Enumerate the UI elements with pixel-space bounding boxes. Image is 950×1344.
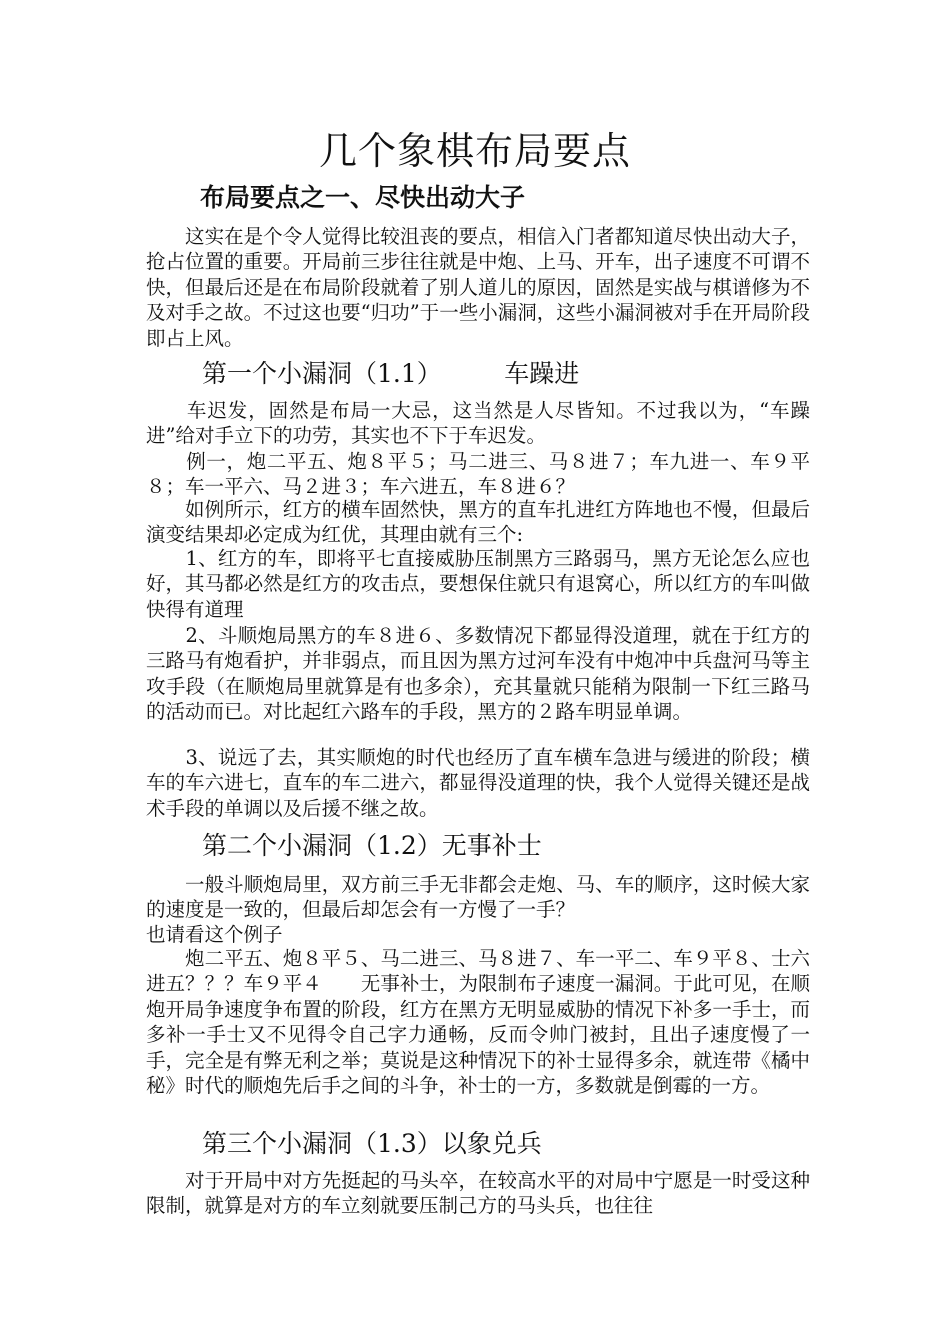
- hole1-paragraph-3: 如例所示，红方的横车固然快，黑方的直车扎进红方阵地也不慢，但最后演变结果却必定成为红优，其理由就有三个:: [146, 498, 810, 547]
- document-title: 几个象棋布局要点: [318, 129, 631, 173]
- hole3-paragraph-1: 对于开局中对方先挺起的马头卒，在较高水平的对局中宁愿是一时受这种限制，就算是对方的车立刻就要压制己方的马头兵，也往往: [146, 1169, 810, 1218]
- section-heading: 布局要点之一、尽快出动大子: [200, 183, 526, 212]
- hole2-paragraph-3: 炮二平五、炮８平５、马二进三、马８进７、车一平二、车９平８、士六进五？？？车９平４ 无事补士，为限制布子速度一漏洞。于此可见，在顺炮开局争速度争布置的阶段，红方在黑方无明显威胁的情况下补多一手士，而多补一手士又不见得令自己字力通畅，反而令帅门被封，且出子速度慢了一手，完全是有弊无利之举；莫说是这种情况下的补士显得多余，就连带《橘中秘》时代的顺炮先后手之间的斗争，补士的一方，多数就是倒霉的一方。: [146, 947, 810, 1098]
- intro-paragraph: 这实在是个令人觉得比较沮丧的要点，相信入门者都知道尽快出动大子，抢占位置的重要。开局前三步往往就是中炮、上马、开车，出子速度不可谓不快，但最后还是在布局阶段就着了别人道儿的原因，固然是实战与棋谱修为不及对手之故。不过这也要“归功”于一些小漏洞，这些小漏洞被对手在开局阶段即占上风。: [146, 225, 810, 350]
- hole1-paragraph-4: 1、红方的车，即将平七直接威胁压制黑方三路弱马，黑方无论怎么应也好，其马都必然是红方的攻击点，要想保住就只有退窝心，所以红方的车叫做快得有道理: [146, 547, 810, 621]
- hole1-paragraph-5: 2、斗顺炮局黑方的车８进６、多数情况下都显得没道理，就在于红方的三路马有炮看护，并非弱点，而且因为黑方过河车没有中炮冲中兵盘河马等主攻手段（在顺炮局里就算是有也多余），充其量就只能稍为限制一下红三路马的活动而已。对比起红六路车的手段，黑方的２路车明显单调。: [146, 624, 810, 724]
- hole1-heading: 第一个小漏洞（1.1） 车躁进: [202, 359, 580, 388]
- hole1-paragraph-1: 车迟发，固然是布局一大忌，这当然是人尽皆知。不过我以为，“车躁进”给对手立下的功劳，其实也不下于车迟发。: [146, 399, 810, 448]
- hole2-heading: 第二个小漏洞（1.2）无事补士: [202, 831, 542, 860]
- hole3-heading: 第三个小漏洞（1.3）以象兑兵: [202, 1129, 542, 1158]
- hole1-paragraph-2: 例一，炮二平五、炮８平５；马二进三、马８进７；车九进一、车９平８；车一平六、马２进３；车六进五，车８进６？: [146, 450, 810, 499]
- hole1-paragraph-6: 3、说远了去，其实顺炮的时代也经历了直车横车急进与缓进的阶段；横车的车六进七，直车的车二进六，都显得没道理的快，我个人觉得关键还是战术手段的单调以及后援不继之故。: [146, 746, 810, 820]
- hole2-paragraph-2: 也请看这个例子: [146, 923, 283, 946]
- hole2-paragraph-1: 一般斗顺炮局里，双方前三手无非都会走炮、马、车的顺序，这时候大家的速度是一致的，但最后却怎会有一方慢了一手？: [146, 873, 810, 922]
